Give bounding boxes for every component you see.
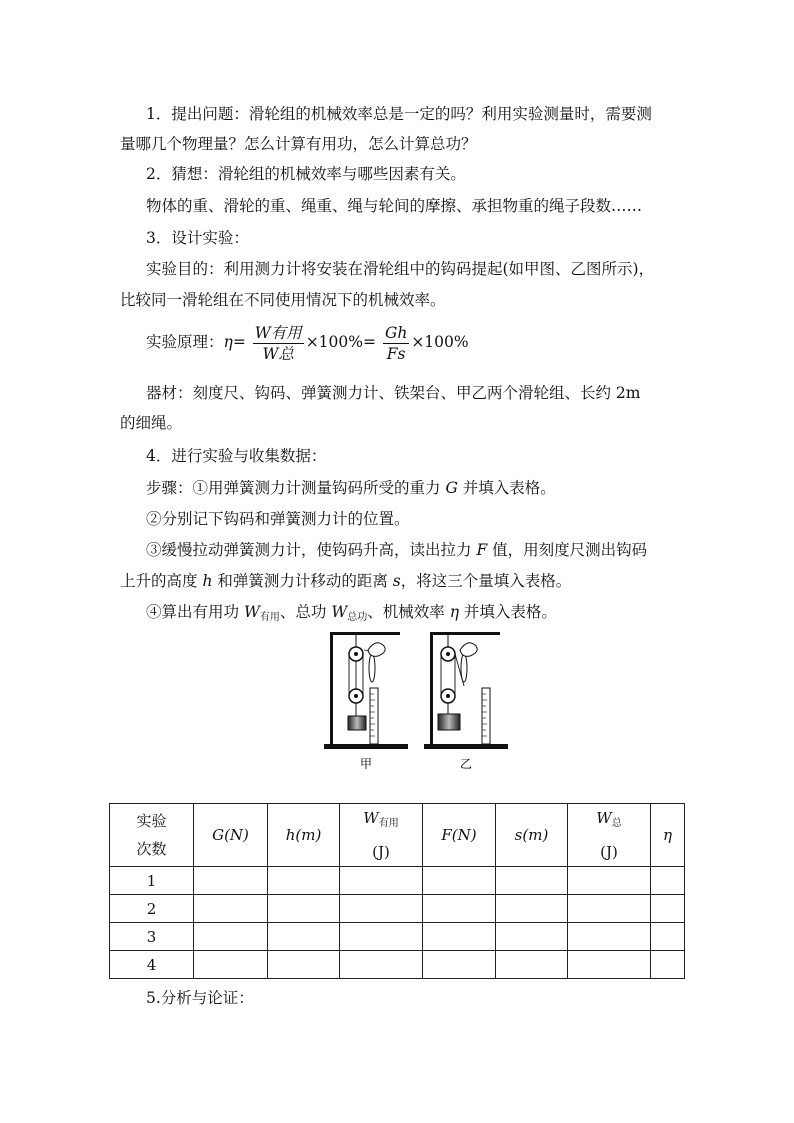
step-1-text: 步骤：①用弹簧测力计测量钩码所受的重力 (146, 479, 446, 497)
step-4-text: ④算出有用功 (146, 603, 244, 621)
base-yi (424, 744, 508, 749)
header-trial-line-2: 次数 (136, 840, 167, 858)
label-jia: 甲 (359, 757, 373, 771)
pulley-setup-yi (424, 632, 508, 749)
trial-number: 2 (110, 895, 194, 923)
principle-formula (146, 322, 469, 364)
var-w-useful: W (243, 603, 260, 621)
crossbar-jia (330, 632, 400, 635)
table-row (110, 951, 685, 979)
table-header-row (110, 804, 685, 867)
stand-rod-jia (330, 632, 333, 744)
header-f: F(N) (423, 804, 496, 867)
sub-total: 总功 (347, 612, 368, 623)
step-1-end: 并填入表格。 (457, 479, 556, 497)
pulley-apparatus-figure (318, 628, 518, 778)
step-4-end: 并填入表格。 (458, 603, 557, 621)
header-g: G(N) (194, 804, 268, 867)
question-line-2: 量哪几个物理量？怎么计算有用功，怎么计算总功？ (120, 135, 477, 153)
table-row (110, 867, 685, 895)
table-row (110, 895, 685, 923)
step-2: ②分别记下钩码和弹簧测力计的位置。 (146, 510, 410, 528)
table-row (110, 923, 685, 951)
ruler-yi (482, 688, 490, 744)
equals-sign: = (232, 333, 246, 351)
useful-over-total-fraction (253, 323, 304, 364)
var-eta: η (449, 603, 459, 621)
var-f: F (476, 541, 488, 559)
analysis-heading: 5.分析与论证： (146, 989, 254, 1007)
header-w-total-unit: (J) (600, 843, 618, 861)
step-3-text: ③缓慢拉动弹簧测力计，使钩码升高，读出拉力 (146, 541, 477, 559)
design-heading: 3．设计实验： (146, 229, 249, 247)
step-4-mid: 、总功 (279, 603, 332, 621)
header-h: h(m) (268, 804, 340, 867)
gh-numerator: Gh (384, 323, 408, 342)
useful-work-numerator: W有用 (254, 323, 302, 342)
pulley-setup-jia (324, 632, 408, 749)
header-w-useful-sub: 有用 (378, 818, 399, 829)
materials-line-1: 器材：刻度尺、钩码、弹簧测力计、铁架台、甲乙两个滑轮组、长约 2m (146, 384, 641, 402)
trial-number: 3 (110, 923, 194, 951)
principle-label: 实验原理： (146, 333, 224, 351)
sub-useful: 有用 (259, 612, 280, 623)
header-w-total (568, 804, 651, 867)
procedure-heading: 4．进行实验与收集数据： (146, 447, 327, 465)
hand-jia (368, 643, 385, 657)
header-eta: η (651, 804, 685, 867)
header-w-useful-unit: (J) (372, 843, 390, 861)
var-g: G (445, 479, 458, 497)
header-s: s(m) (496, 804, 568, 867)
header-trial (110, 804, 194, 867)
header-w-total-symbol: W (596, 809, 612, 827)
materials-line-2: 的细绳。 (120, 414, 183, 432)
step-3-line2-text: 上升的高度 (120, 572, 203, 590)
step-3-text-end: 值，用刻度尺测出钩码 (487, 541, 648, 559)
times-100-first: ×100% (305, 333, 363, 351)
equals-sign-2: = (363, 333, 376, 351)
step-4-mid-2: 、机械效率 (367, 603, 450, 621)
base-jia (324, 744, 408, 749)
times-100-second: ×100% (411, 333, 469, 351)
crossbar-yi (430, 632, 500, 635)
step-1 (146, 478, 556, 498)
spring-scale-yi (461, 654, 467, 682)
step-3-line2-mid: 和弹簧测力计移动的距离 (212, 572, 393, 590)
gh-over-fs-fraction (383, 323, 409, 364)
header-w-useful (340, 804, 423, 867)
header-w-total-sub: 总 (611, 818, 622, 829)
header-w-useful-symbol: W (363, 809, 379, 827)
data-table (109, 803, 685, 979)
purpose-line-1: 实验目的：利用测力计将安装在滑轮组中的钩码提起(如甲图、乙图所示)， (146, 260, 655, 278)
var-h: h (202, 572, 213, 590)
step-3-line-2 (120, 571, 571, 591)
step-3-line2-end: ，将这三个量填入表格。 (400, 572, 572, 590)
factors-line: 物体的重、滑轮的重、绳重、绳与轮间的摩擦、承担物重的绳子段数…… (146, 197, 643, 215)
header-trial-line-1: 实验 (136, 812, 167, 830)
fs-denominator: Fs (386, 344, 406, 363)
hypothesis-line: 2．猜想：滑轮组的机械效率与哪些因素有关。 (146, 165, 466, 183)
var-w-total: W (331, 603, 348, 621)
total-work-denominator: W总 (262, 344, 294, 363)
stand-rod-yi (430, 632, 433, 744)
hand-yi (460, 643, 477, 657)
question-line-1: 1．提出问题：滑轮组的机械效率总是一定的吗？利用实验测量时，需要测 (146, 105, 652, 123)
trial-number: 4 (110, 951, 194, 979)
spring-scale-jia (369, 654, 375, 682)
purpose-line-2: 比较同一滑轮组在不同使用情况下的机械效率。 (120, 291, 446, 309)
weight-jia (348, 716, 366, 730)
weight-yi (438, 714, 460, 730)
eta-symbol: η (223, 333, 233, 351)
ruler-jia (370, 688, 378, 744)
step-3-line-1 (146, 540, 647, 560)
trial-number: 1 (110, 867, 194, 895)
var-s: s (392, 572, 401, 590)
label-yi: 乙 (459, 757, 473, 771)
step-4 (146, 602, 557, 628)
